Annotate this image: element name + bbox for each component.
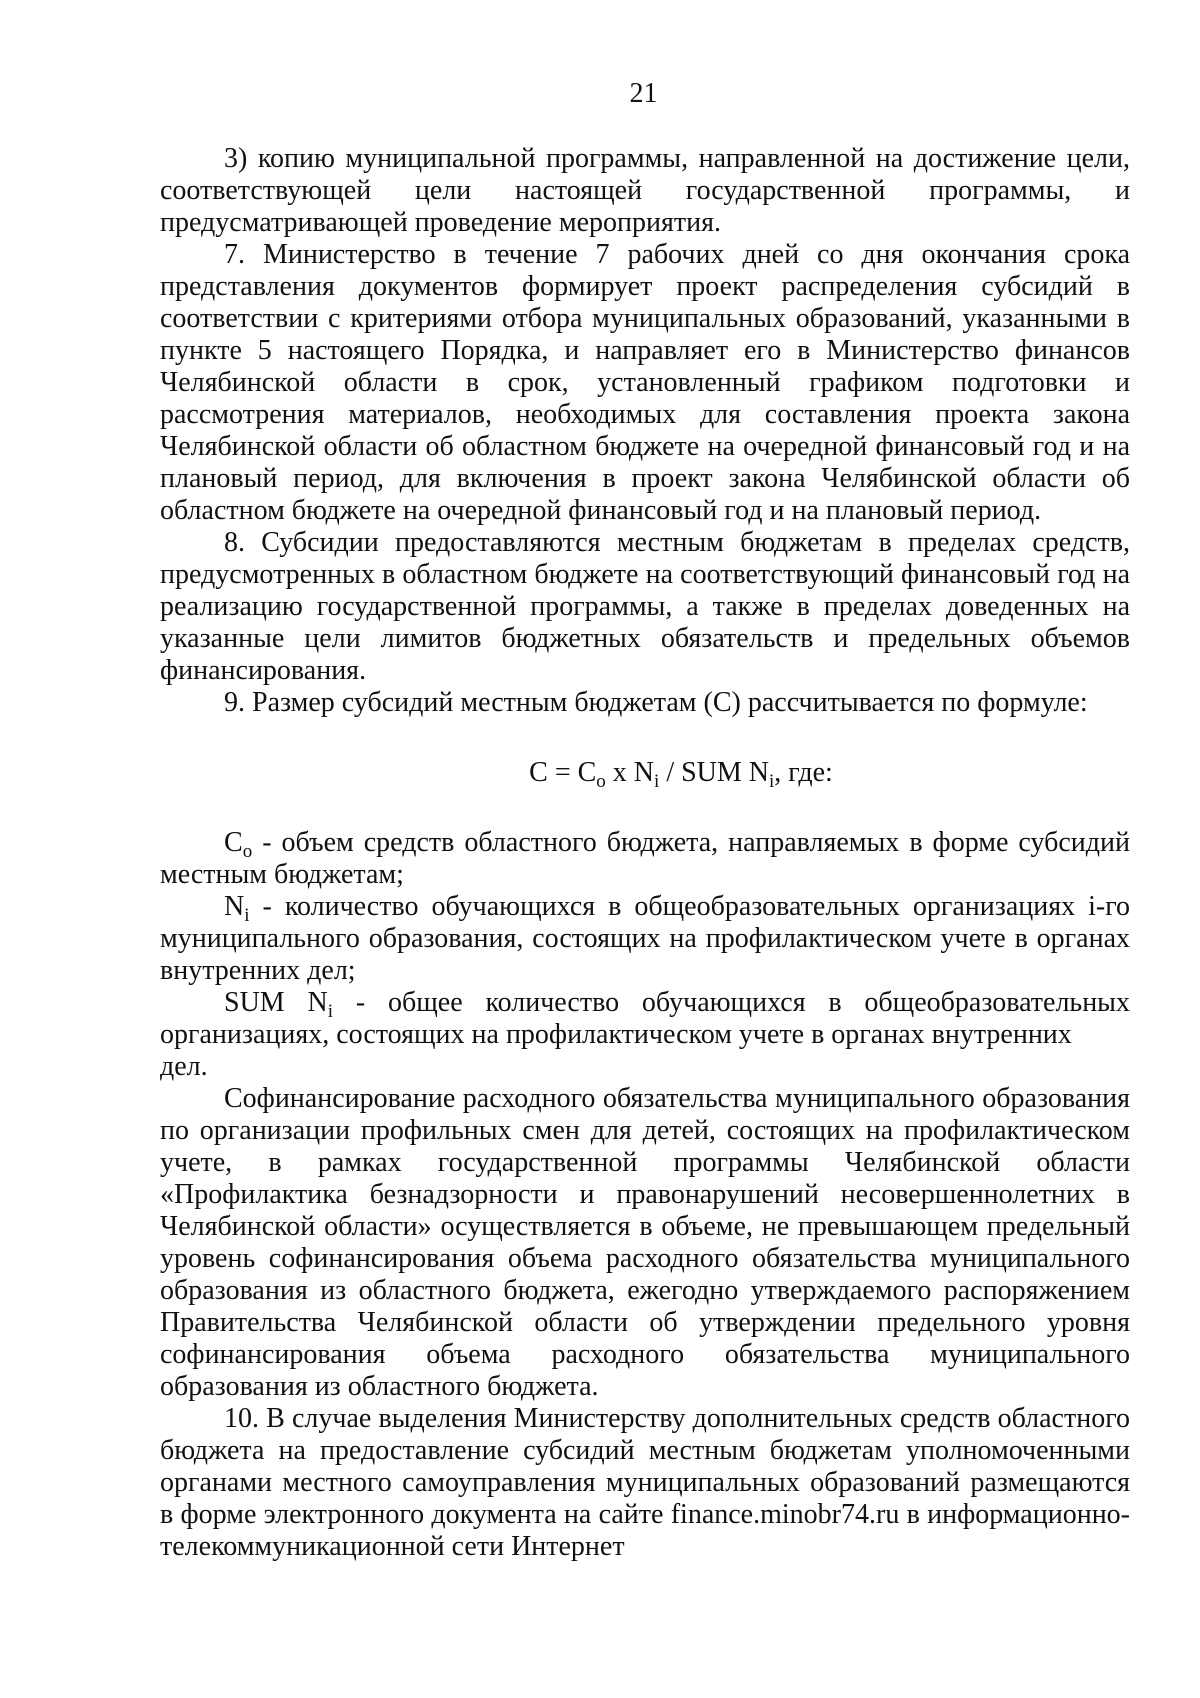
formula-where: , где:: [774, 757, 833, 788]
paragraph-cofinancing: Софинансирование расходного обязательства муниципального образования по организации профильных смен для детей, состоящих на профилактическом учете, в рамках государственной программы Челябинской области «Профилактика безнадзорности и правонарушений несовершеннолетних в Челябинской области» осуществляется в объеме, не превышающем предельный уровень софинансирования объема расходного обязательства муниципального образования из областного бюджета, ежегодно утверждаемого распоряжением Правительства Челябинской области об утверждении предельного уровня софинансирования объема расходного обязательства муниципального образования из областного бюджета.: [160, 1083, 1130, 1402]
definition-ni-text: - количество обучающихся в общеобразовательных организациях i-го муниципального образования, состоящих на профилактическом учете в органах внутренних дел;: [160, 891, 1130, 986]
definition-ni-symbol: N: [224, 891, 245, 922]
paragraph-clause-9: 9. Размер субсидий местным бюджетам (С) рассчитывается по формуле:: [224, 687, 1088, 718]
document-body: [160, 143, 1130, 1563]
definition-ni-sub: i: [244, 905, 250, 926]
paragraph-item-3: 3) копию муниципальной программы, направленной на достижение цели, соответствующей цели настоящей государственной программы, и предусматривающей проведение мероприятия.: [160, 143, 1130, 238]
formula-sub-o: о: [596, 771, 606, 792]
formula-c-eq: С = С: [529, 757, 597, 788]
formula-sub-i: i: [654, 771, 660, 792]
formula-sub-i-sum: i: [769, 771, 775, 792]
definition-sum-ni-continued: дел.: [160, 1051, 208, 1082]
definition-sum-ni-symbol: SUM N: [224, 987, 328, 1018]
definition-c0-sub: о: [242, 841, 253, 862]
formula-sum-n: / SUM N: [659, 757, 770, 788]
definition-c0-text: - объем средств областного бюджета, направляемых в форме субсидий местным бюджетам;: [160, 827, 1130, 890]
page-number: 21: [629, 78, 658, 109]
subsidy-formula: [160, 757, 1130, 792]
paragraph-clause-10: 10. В случае выделения Министерству дополнительных средств областного бюджета на предоставление субсидий местным бюджетам уполномоченными органами местного самоуправления муниципальных образований размещаются в форме электронного документа на сайте finance.minobr74.ru в информационно-телекоммуникационной сети Интернет: [160, 1403, 1130, 1562]
formula-x-n: х N: [605, 757, 655, 788]
paragraph-clause-7: 7. Министерство в течение 7 рабочих дней со дня окончания срока представления документов формирует проект распределения субсидий в соответствии с критериями отбора муниципальных образований, указанными в пункте 5 настоящего Порядка, и направляет его в Министерство финансов Челябинской области в срок, установленный графиком подготовки и рассмотрения материалов, необходимых для составления проекта закона Челябинской области об областном бюджете на очередной финансовый год и на плановый период, для включения в проект закона Челябинской области об областном бюджете на очередной финансовый год и на плановый период.: [160, 239, 1130, 526]
definition-c0: [160, 827, 1130, 891]
definition-c0-symbol: С: [224, 827, 243, 858]
paragraph-clause-8: 8. Субсидии предоставляются местным бюджетам в пределах средств, предусмотренных в областном бюджете на соответствующий финансовый год на реализацию государственной программы, а также в пределах доведенных на указанные цели лимитов бюджетных обязательств и предельных объемов финансирования.: [160, 527, 1130, 686]
definition-ni: [160, 891, 1130, 987]
definition-sum-ni: [160, 987, 1130, 1051]
definition-sum-ni-sub: i: [327, 1001, 334, 1022]
definition-sum-ni-text: - общее количество обучающихся в общеобразовательных организациях, состоящих на профилактическом учете в органах внутренних: [160, 987, 1130, 1050]
